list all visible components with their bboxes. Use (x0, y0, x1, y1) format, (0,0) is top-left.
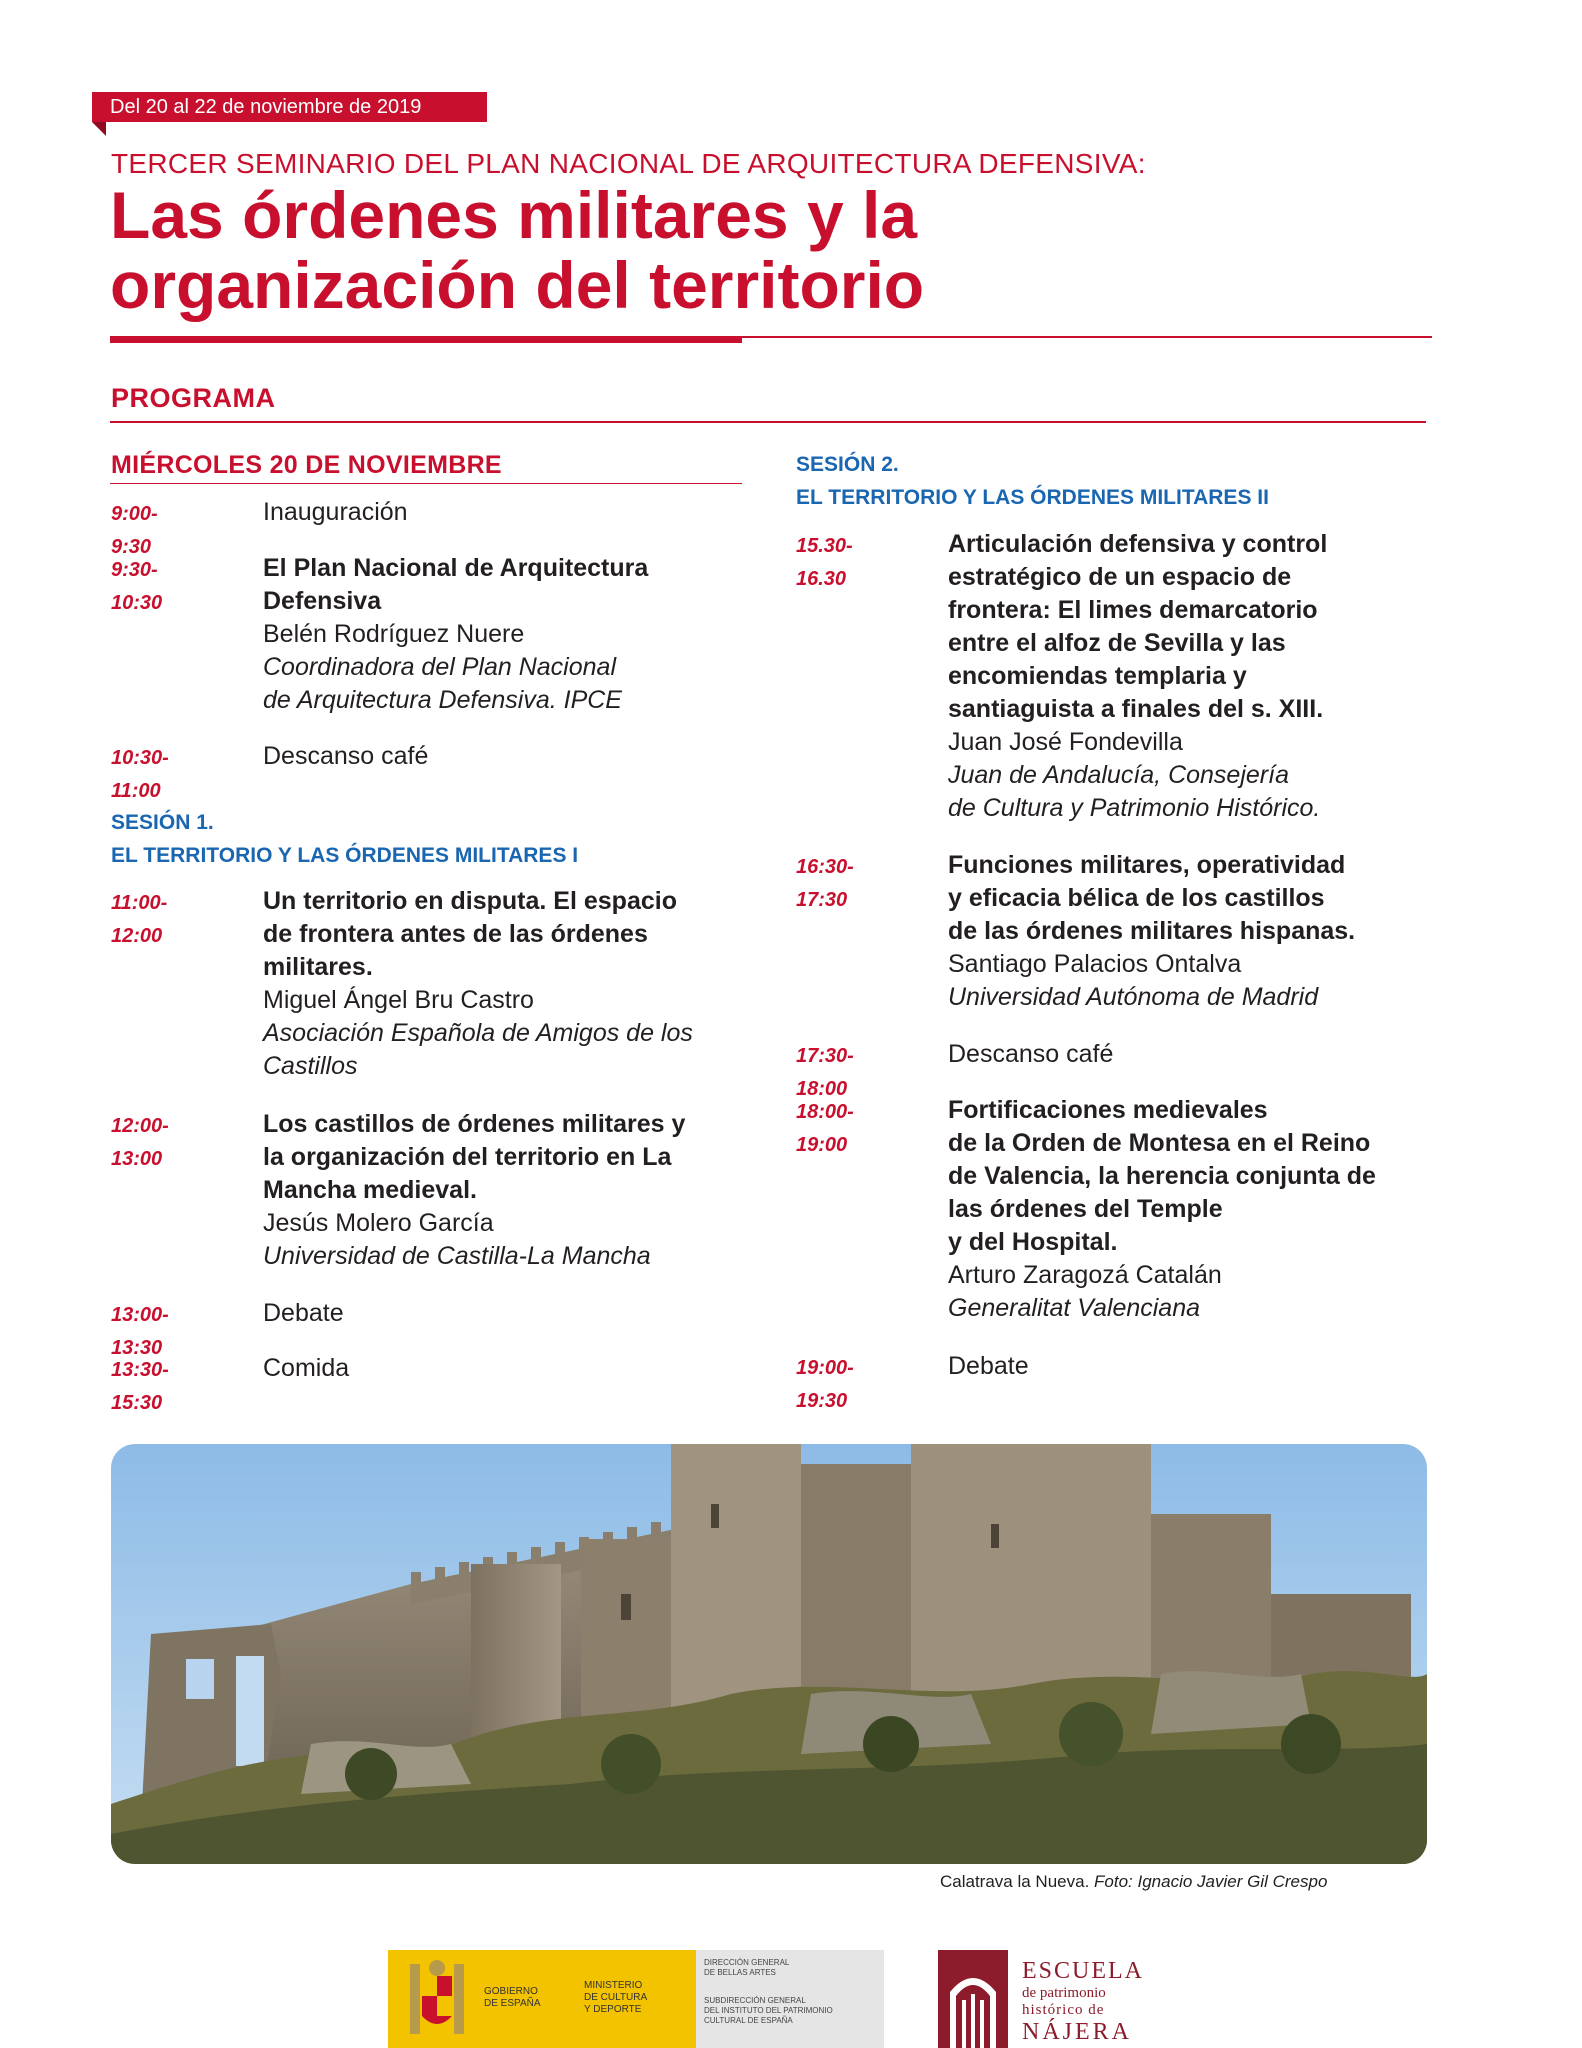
talk-title-line: de Valencia, la herencia conjunta de (948, 1162, 1376, 1190)
item-time: 13:30-15:30 (111, 1359, 169, 1414)
speaker-name: Juan José Fondevilla (948, 728, 1183, 756)
logo-text: GOBIERNO (484, 1986, 538, 1997)
speaker-name: Miguel Ángel Bru Castro (263, 986, 534, 1014)
talk-title-line: Los castillos de órdenes militares y (263, 1110, 686, 1138)
talk-title-line: El Plan Nacional de Arquitectura (263, 554, 649, 582)
government-logo-band (388, 1950, 696, 2048)
talk-title-line: Defensiva (263, 587, 382, 615)
speaker-affiliation: Asociación Española de Amigos de los (263, 1019, 693, 1047)
logo-text: DE ESPAÑA (484, 1998, 541, 2009)
session-title: EL TERRITORIO Y LAS ÓRDENES MILITARES I (111, 844, 579, 867)
title-line-2: organización del territorio (110, 248, 925, 322)
item-name: Comida (263, 1354, 350, 1382)
title-line-1: Las órdenes militares y la (110, 178, 918, 252)
window-arch-icon (938, 1950, 1008, 2048)
speaker-affiliation: de Cultura y Patrimonio Histórico. (948, 794, 1321, 822)
item-time: 9:00-9:30 (111, 503, 158, 558)
item-time: 17:30-18:00 (796, 1045, 854, 1100)
programa-divider (110, 421, 1426, 423)
logo-text: SUBDIRECCIÓN GENERAL (704, 1996, 806, 2005)
logo-text: DE CULTURA (584, 1992, 648, 2003)
title-underline-thick (110, 336, 742, 343)
day-heading: MIÉRCOLES 20 DE NOVIEMBRE (111, 451, 502, 479)
speaker-affiliation: de Arquitectura Defensiva. IPCE (263, 686, 622, 714)
talk-title-line: la organización del territorio en La (263, 1143, 672, 1171)
caption-credit: Foto: Ignacio Javier Gil Crespo (1094, 1872, 1328, 1891)
speaker-affiliation: Coordinadora del Plan Nacional (263, 653, 617, 681)
speaker-affiliation: Universidad de Castilla-La Mancha (263, 1242, 651, 1270)
talk-title-line: y del Hospital. (948, 1228, 1118, 1256)
item-time: 10:30-11:00 (111, 747, 169, 802)
talk-title-line: militares. (263, 953, 373, 981)
logo-text: DE BELLAS ARTES (704, 1968, 776, 1977)
session-number: SESIÓN 1. (111, 811, 214, 834)
speaker-name: Belén Rodríguez Nuere (263, 620, 525, 648)
talk-title-line: estratégico de un espacio de (948, 563, 1292, 591)
speaker-affiliation: Juan de Andalucía, Consejería (948, 761, 1289, 789)
seminar-subtitle: TERCER SEMINARIO DEL PLAN NACIONAL DE ARQUITECTURA DEFENSIVA: (111, 148, 1146, 179)
government-logo (388, 1950, 884, 2048)
item-time: 18:00-19:00 (796, 1101, 854, 1156)
talk-title-line: las órdenes del Temple (948, 1195, 1223, 1223)
logo-text: Y DEPORTE (584, 2004, 642, 2015)
talk-title-line: santiaguista a finales del s. XIII. (948, 695, 1324, 723)
session-2-heading (796, 448, 1269, 514)
speaker-affiliation: Generalitat Valenciana (948, 1294, 1201, 1322)
talk-title-line: Mancha medieval. (263, 1176, 477, 1204)
logo-text: histórico de (1022, 2002, 1105, 2018)
speaker-affiliation: Universidad Autónoma de Madrid (948, 983, 1319, 1011)
date-tag: Del 20 al 22 de noviembre de 2019 (92, 92, 487, 122)
title-underline-thin (742, 336, 1432, 338)
item-name: Descanso café (948, 1040, 1114, 1068)
castle-photo (111, 1444, 1427, 1864)
speaker-name: Jesús Molero García (263, 1209, 494, 1237)
talk-title-line: de frontera antes de las órdenes (263, 920, 648, 948)
day-divider (110, 483, 742, 484)
logo-text: de patrimonio (1022, 1985, 1106, 2001)
speaker-name: Arturo Zaragozá Catalán (948, 1261, 1222, 1289)
talk-title-line: entre el alfoz de Sevilla y las (948, 629, 1286, 657)
item-time: 11:00-12:00 (111, 892, 168, 947)
caption-text: Calatrava la Nueva. (940, 1872, 1095, 1891)
photo-caption (940, 1872, 1327, 1892)
escuela-najera-logo (938, 1950, 1178, 2048)
item-time: 19:00-19:30 (796, 1357, 854, 1412)
talk-title-line: Articulación defensiva y control (948, 530, 1328, 558)
castle-illustration (111, 1444, 1427, 1864)
logo-text: DIRECCIÓN GENERAL (704, 1958, 790, 1967)
item-time: 9:30-10:30 (111, 559, 163, 614)
session-1-heading (111, 806, 578, 872)
item-name: Debate (263, 1299, 344, 1327)
talk-title-line: frontera: El limes demarcatorio (948, 596, 1318, 624)
item-time: 12:00-13:00 (111, 1115, 169, 1170)
item-time: 15.30-16.30 (796, 535, 853, 590)
page-title (110, 180, 924, 320)
talk-title-line: Fortificaciones medievales (948, 1096, 1268, 1124)
speaker-affiliation: Castillos (263, 1052, 358, 1080)
session-title: EL TERRITORIO Y LAS ÓRDENES MILITARES II (796, 486, 1269, 509)
logo-text: DEL INSTITUTO DEL PATRIMONIO (704, 2006, 833, 2015)
item-name: Debate (948, 1352, 1029, 1380)
speaker-name: Santiago Palacios Ontalva (948, 950, 1242, 978)
talk-title-line: encomiendas templaria y (948, 662, 1247, 690)
session-number: SESIÓN 2. (796, 453, 899, 476)
item-name: Descanso café (263, 742, 429, 770)
talk-title-line: Un territorio en disputa. El espacio (263, 887, 677, 915)
programa-heading: PROGRAMA (111, 383, 276, 413)
logo-text: MINISTERIO (584, 1980, 643, 1991)
talk-title-line: de la Orden de Montesa en el Reino (948, 1129, 1371, 1157)
talk-title-line: y eficacia bélica de los castillos (948, 884, 1325, 912)
item-time: 13:00-13:30 (111, 1304, 169, 1359)
talk-title-line: Funciones militares, operatividad (948, 851, 1346, 879)
item-name: Inauguración (263, 498, 408, 526)
talk-title-line: de las órdenes militares hispanas. (948, 917, 1356, 945)
coat-of-arms-icon (402, 1954, 472, 2044)
item-time: 16:30-17:30 (796, 856, 854, 911)
logo-text: NÁJERA (1022, 2019, 1133, 2045)
logo-text: CULTURAL DE ESPAÑA (704, 2016, 793, 2025)
logo-text: ESCUELA (1022, 1958, 1144, 1984)
